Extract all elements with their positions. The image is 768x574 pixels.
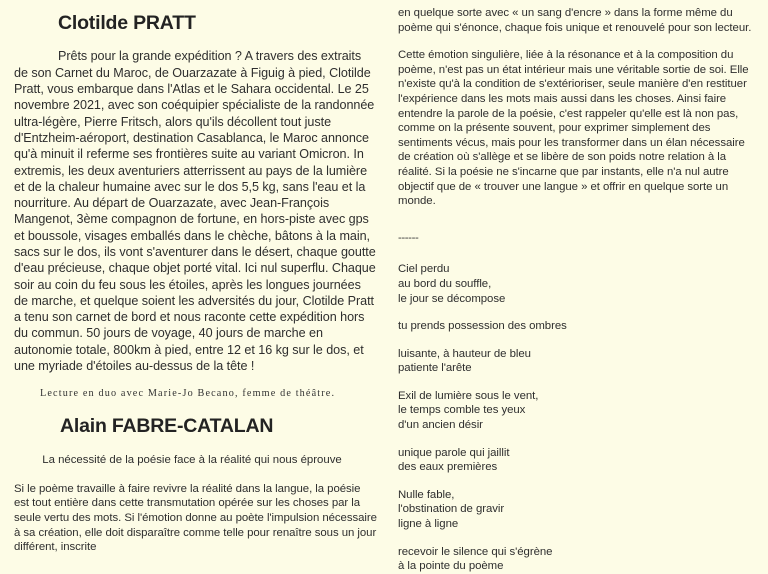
- poem-line: ligne à ligne: [398, 518, 459, 531]
- poetry-essay-paragraph-start: Si le poème travaille à faire revivre la réalité dans la langue, la poésie est tout entière dans cette transmutation opérée sur les choses par la seule vertu des mots. Si l'émotion donne au poète l'impulsion nécessaire à sa création, elle doit disparaître comme telle pour renaître sous un jour différent, inscrite: [14, 482, 377, 554]
- poem-stanza: [398, 319, 760, 334]
- poem-line: recevoir le silence qui s'égrène: [398, 545, 553, 558]
- clotilde-pratt-description-paragraph: Prêts pour la grande expédition ? A travers des extraits de son Carnet du Maroc, de Ouarzazate à Figuig à pied, Clotilde Pratt, vous embarque dans l'Atlas et le Sahara occidental. Le 25 novembre 2021, avec son coéquipier spécialiste de la randonnée ultra-légère, Pierre Fritsch, alors qu'ils décollent tout juste d'Entzheim-aéroport, destination Casablanca, le Maroc annonce qu'à minuit il referme ses frontières suite au variant Omicron. In extremis, les deux aventuriers atterrissent au pays de la lumière et de la chaleur humaine avec sur le dos 5,5 kg, sans l'eau et la nourriture. Au départ de Ouarzazate, avec Jean-François Mangenot, 3ème compagnon de fortune, en hors-piste avec gps et boussole, visages emballés dans le chèche, bâtons à la main, sacs sur le dos, ils vont s'aventurer dans le désert, chaque goutte d'eau précieuse, chaque objet porté vital. Ici nul superflu. Chaque soir au coin du feu sous les étoiles, après les longues journées de marche, et quelque soient les adversités du jour, Clotilde Pratt a tenu son carnet de bord et nous raconte cette expédition hors du commun. 50 jours de voyage, 40 jours de marche en autonomie totale, 800km à pied, entre 12 et 16 kg sur le dos, et une myriade d'étoiles au-dessus de la tête !: [14, 49, 376, 374]
- poem-line: Ciel perdu: [398, 263, 450, 276]
- poem-line: le jour se décompose: [398, 292, 506, 305]
- poem-line: luisante, à hauteur de bleu: [398, 347, 531, 360]
- poem-line: patiente l'arête: [398, 362, 472, 375]
- left-column: [0, 0, 392, 554]
- poem-stanza: [398, 488, 760, 532]
- author-heading-clotilde-pratt: Clotilde PRATT: [58, 12, 196, 34]
- poem-stanza: [398, 545, 760, 574]
- poem-stanza: [398, 347, 760, 376]
- essay-paragraph-continuation: en quelque sorte avec « un sang d'encre » dans la forme même du poème qui s'énonce, chaque fois unique et renouvelé pour son lecteur.: [398, 7, 752, 34]
- essay-paragraph-emotion: Cette émotion singulière, liée à la résonance et à la composition du poème, n'est pas un état intérieur mais une véritable sortie de soi. Elle n'existe qu'à la condition de s'extérioriser, seule manière d'en restituer l'expérience dans les mots mais aussi dans les choses. Ainsi faire entendre la parole de la poésie, c'est rappeler qu'elle est là non pas, comme on la présente souvent, pour exprimer simplement des sentiments vécus, mais pour les transformer dans un élan nécessaire de création où s'allège et se libère de son poids notre relation à la réalité. Si la poésie ne s'incarne que par instants, elle n'a nul autre objectif que de « trouver une langue » et offrir en quelque sorte un monde.: [398, 49, 749, 208]
- poem-line: Exil de lumière sous le vent,: [398, 389, 539, 402]
- poem-line: le temps comble tes yeux: [398, 404, 526, 417]
- section-separator: ------: [398, 231, 419, 244]
- poem-line: unique parole qui jaillit: [398, 446, 510, 459]
- poem-line: à la pointe du poème: [398, 560, 504, 573]
- poem-body: [398, 262, 760, 574]
- section-subtitle: La nécessité de la poésie face à la réalité qui nous éprouve: [42, 453, 342, 466]
- poem-stanza: [398, 389, 760, 433]
- poem-line: au bord du souffle,: [398, 277, 492, 290]
- poem-line: des eaux premières: [398, 461, 498, 474]
- poem-stanza: [398, 446, 760, 475]
- poem-line: d'un ancien désir: [398, 419, 483, 432]
- right-column: [392, 0, 768, 573]
- poem-line: tu prends possession des ombres: [398, 320, 567, 333]
- author-heading-alain-fabre-catalan: Alain FABRE-CATALAN: [60, 415, 274, 438]
- poem-stanza: [398, 262, 760, 306]
- lecture-credit-line: Lecture en duo avec Marie-Jo Becano, femme de théâtre.: [40, 388, 336, 400]
- poem-line: Nulle fable,: [398, 488, 455, 501]
- poem-line: l'obstination de gravir: [398, 503, 505, 516]
